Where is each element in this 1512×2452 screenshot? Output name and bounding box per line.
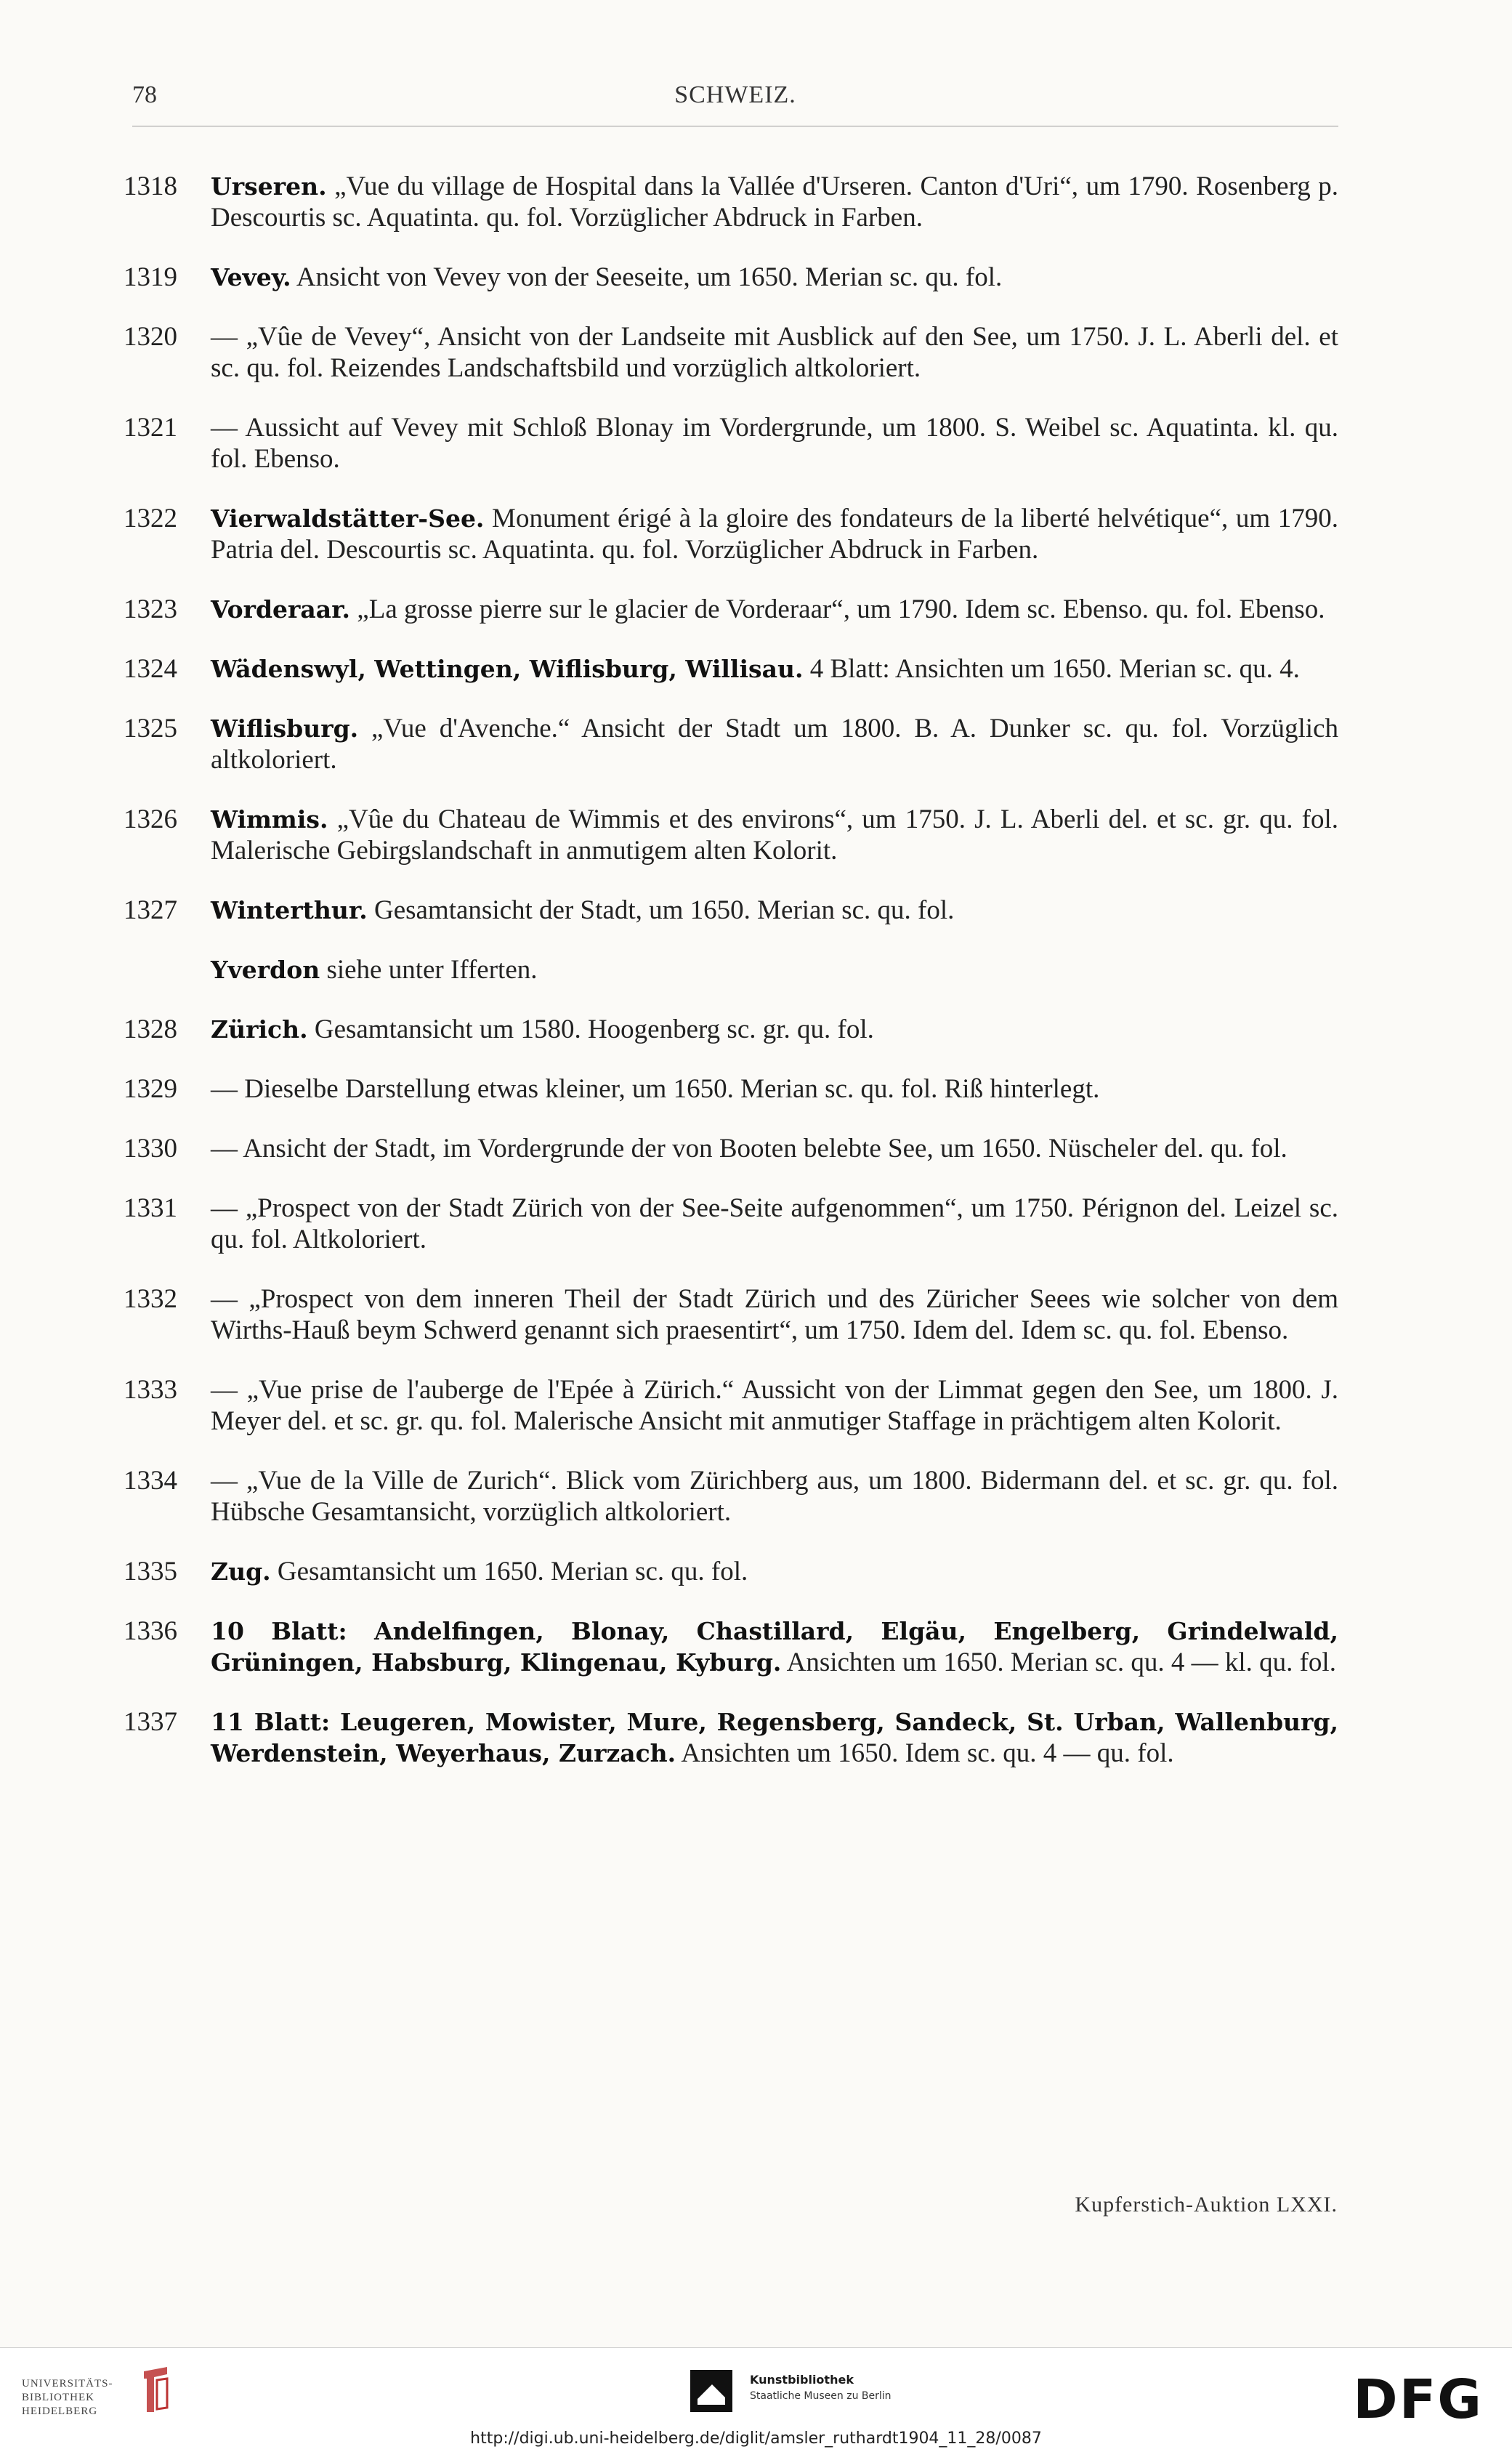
catalog-entry [124,412,1338,475]
entry-heading: Urseren. [211,172,327,201]
entry-number: 1334 [124,1466,177,1496]
catalog-entry [124,1014,1338,1045]
catalog-entry [124,1556,1338,1587]
entry-number: 1327 [124,895,177,925]
entry-text: — „Vue prise de l'auberge de l'Epée à Zürich.“ Aussicht von der Limmat gegen den See, um 1800. J. Meyer del. et sc. gr. qu. fol. Malerische Ansicht mit anmutiger Staffage in prächtigem alten Kolorit. [211,1375,1338,1436]
entry-number: 1333 [124,1375,177,1405]
entry-text: „Vue du village de Hospital dans la Vallée d'Urseren. Canton d'Uri“, um 1790. Rosenberg p. Descourtis sc. Aquatinta. qu. fol. Vorzüglicher Abdruck in Farben. [211,172,1338,233]
entry-number: 1329 [124,1074,177,1104]
entry-heading: Yverdon [211,956,320,984]
catalog-entry [124,1283,1338,1346]
entry-number: 1320 [124,322,177,352]
permalink-url[interactable]: http://digi.ub.uni-heidelberg.de/diglit/amsler_ruthardt1904_11_28/0087 [470,2429,1042,2448]
catalog-entry [124,171,1338,233]
entry-heading: 11 Blatt: Leugeren, Mowister, Mure, Regensberg, Sandeck, St. Urban, Wallenburg, Werdenstein, Weyerhaus, Zurzach. [211,1708,1338,1767]
entry-number: 1337 [124,1707,177,1737]
entry-number: 1335 [124,1557,177,1586]
dfg-logo[interactable]: DFG [1353,2368,1483,2431]
entry-text: siehe unter Ifferten. [320,955,538,985]
entry-number: 1322 [124,504,177,533]
entry-heading: Zug. [211,1557,271,1586]
entry-text: Ansichten um 1650. Merian sc. qu. 4 — kl. qu. fol. [781,1648,1336,1677]
entry-number: 1328 [124,1015,177,1044]
university-line-2: BIBLIOTHEK [22,2392,94,2403]
catalog-entry [124,1073,1338,1105]
entry-text: Gesamtansicht um 1580. Hoogenberg sc. gr. qu. fol. [307,1015,874,1044]
entry-text: Ansicht von Vevey von der Seeseite, um 1650. Merian sc. qu. fol. [291,262,1003,292]
entry-number: 1332 [124,1284,177,1314]
entry-heading: Wädenswyl, Wettingen, Wiflisburg, Willisau. [211,655,804,683]
entry-heading: Vevey. [211,263,291,291]
entry-number: 1325 [124,714,177,743]
kunstbibliothek-subtitle: Staatliche Museen zu Berlin [750,2390,892,2402]
entry-text: Gesamtansicht der Stadt, um 1650. Merian sc. qu. fol. [367,895,955,925]
catalog-entry [124,1193,1338,1255]
university-emblem-icon [140,2364,171,2415]
entry-number: 1336 [124,1616,177,1646]
entry-number: 1324 [124,654,177,684]
entry-heading: Vierwaldstätter-See. [211,504,485,533]
entry-text: — „Prospect von dem inneren Theil der Stadt Zürich und des Züricher Seees wie solcher von dem Wirths-Hauß beym Schwerd genannt sich praesentirt“, um 1750. Idem del. Idem sc. qu. fol. Ebenso. [211,1284,1338,1345]
entry-text: — Dieselbe Darstellung etwas kleiner, um 1650. Merian sc. qu. fol. Riß hinterlegt. [211,1074,1100,1104]
university-line-3: HEIDELBERG [22,2405,98,2417]
entry-text: Ansichten um 1650. Idem sc. qu. 4 — qu. fol. [676,1738,1174,1768]
kunstbibliothek-title: Kunstbibliothek [750,2373,854,2387]
viewer-banner [0,2347,1512,2452]
entry-number: 1323 [124,594,177,624]
entry-text: — „Prospect von der Stadt Zürich von der See-Seite aufgenommen“, um 1750. Pérignon del. Leizel sc. qu. fol. Altkoloriert. [211,1193,1338,1254]
entry-number: 1318 [124,172,177,201]
entry-number: 1331 [124,1193,177,1223]
entry-text: Monument érigé à la gloire des fondateurs de la liberté helvétique“, um 1790. Patria del. Descourtis sc. Aquatinta. qu. fol. Vorzüglicher Abdruck in Farben. [211,504,1338,565]
entry-text: — Ansicht der Stadt, im Vordergrunde der von Booten belebte See, um 1650. Nüscheler del. qu. fol. [211,1134,1287,1164]
entry-text: „Vûe du Chateau de Wimmis et des environs“, um 1750. J. L. Aberli del. et sc. gr. qu. fol. Malerische Gebirgslandschaft in anmutigem alten Kolorit. [211,804,1338,866]
entry-text: „Vue d'Avenche.“ Ansicht der Stadt um 1800. B. A. Dunker sc. qu. fol. Vorzüglich altkoloriert. [211,714,1338,775]
catalog-entry [124,321,1338,384]
catalog-entry [124,1374,1338,1437]
catalog-entry [124,1616,1338,1678]
catalog-entry [124,954,1338,985]
entry-heading: Wiflisburg. [211,714,359,743]
university-line-1: UNIVERSITÄTS- [22,2378,113,2390]
entry-number: 1326 [124,804,177,834]
catalog-entries [124,171,1338,1797]
entry-text: Gesamtansicht um 1650. Merian sc. qu. fol. [270,1557,748,1586]
entry-text: — „Vue de la Ville de Zurich“. Blick vom Zürichberg aus, um 1800. Bidermann del. et sc. gr. qu. fol. Hübsche Gesamtansicht, vorzüglich altkoloriert. [211,1466,1338,1527]
entry-text: — Aussicht auf Vevey mit Schloß Blonay im Vordergrunde, um 1800. S. Weibel sc. Aquatinta. kl. qu. fol. Ebenso. [211,413,1338,474]
entry-number: 1330 [124,1134,177,1164]
catalog-entry [124,262,1338,293]
catalog-entry [124,713,1338,775]
catalog-entry [124,1465,1338,1528]
catalog-entry [124,895,1338,926]
entry-number: 1319 [124,262,177,292]
footer-note: Kupferstich-Auktion LXXI. [1075,2193,1338,2217]
catalog-entry [124,653,1338,685]
entry-text: 4 Blatt: Ansichten um 1650. Merian sc. qu. 4. [803,654,1300,684]
catalog-entry [124,804,1338,866]
page-number: 78 [132,81,157,108]
entry-text: „La grosse pierre sur le glacier de Vorderaar“, um 1790. Idem sc. Ebenso. qu. fol. Ebenso. [350,594,1325,624]
entry-heading: Wimmis. [211,805,328,834]
kunstbibliothek-mark-icon [690,2370,732,2412]
kunstbibliothek-logo[interactable] [690,2363,966,2421]
catalog-entry [124,1133,1338,1164]
running-title: SCHWEIZ. [674,81,796,108]
catalog-entry [124,503,1338,565]
entry-number: 1321 [124,413,177,443]
entry-text: — „Vûe de Vevey“, Ansicht von der Landseite mit Ausblick auf den See, um 1750. J. L. Aberli del. et sc. qu. fol. Reizendes Landschaftsbild und vorzüglich altkoloriert. [211,322,1338,383]
catalog-entry [124,1706,1338,1769]
entry-heading: Zürich. [211,1015,308,1044]
entry-heading: Vorderaar. [211,595,351,624]
entry-heading: Winterthur. [211,896,368,924]
catalog-entry [124,594,1338,625]
entry-heading: 10 Blatt: Andelfingen, Blonay, Chastillard, Elgäu, Engelberg, Grindelwald, Grüningen, Habsburg, Klingenau, Kyburg. [211,1617,1338,1677]
